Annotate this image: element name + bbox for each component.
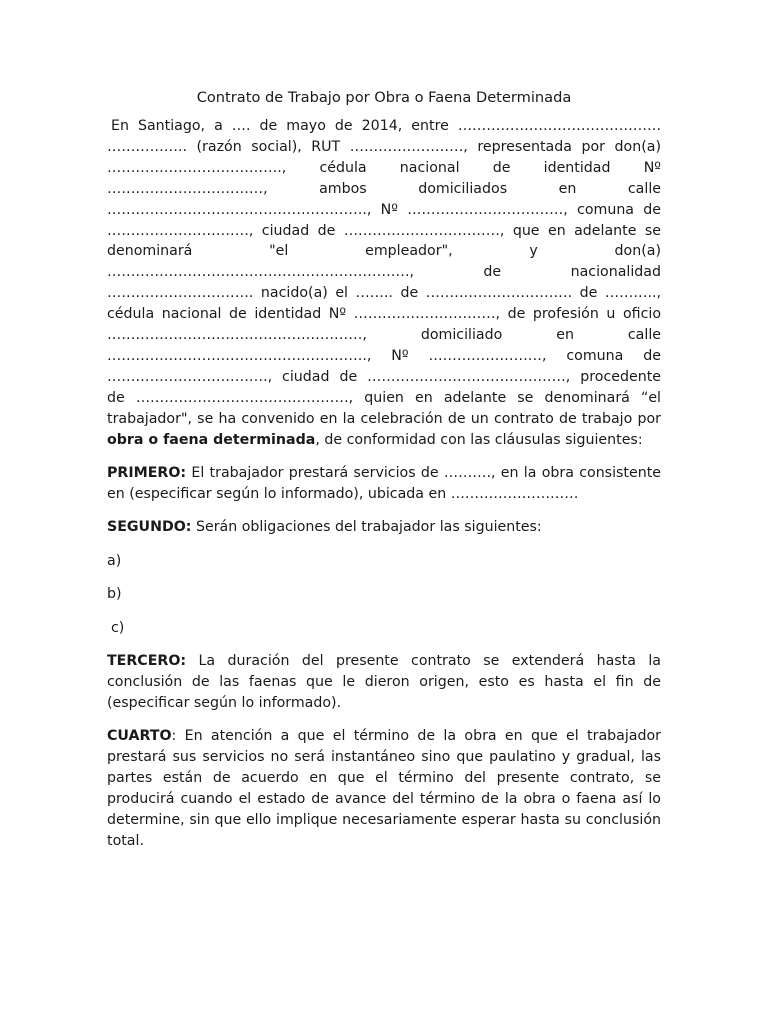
clause-primero-text: El trabajador prestará servicios de ………., en la obra consistente en (especificar según lo informado), ubicada en ……………………… [107, 465, 661, 502]
intro-text: En Santiago, a …. de mayo de 2014, entre ……………………………………. …………….. (razón social), RUT ……………………, representada por don(a) ………………………………., cédula nacional de identidad Nº ……………………………, ambos domiciliados en calle ………………………………………………., Nº ……………………………, comuna de …………………………, ciudad de ……………………………, que en adelante se denominará "el empleador", y don(a) ………………………………………………………., de nacionalidad …………………………. nacido(a) el …….. de …………………………. de ……….., cédula nacional de identidad Nº …………………………, de profesión u oficio ………………………………………………, domiciliado en calle ………………………………………………., Nº ……………………, comuna de ……………………………., ciudad de ……………………………………, procedente de ………………………………………, quien en adelante se denominará “el trabajador", se ha convenido en la celebración de un contrato de trabajo por [107, 118, 661, 427]
list-item-c: c) [111, 619, 125, 636]
list-item-b: b) [107, 586, 122, 603]
list-item-a: a) [107, 552, 122, 569]
intro-closing-text: , de conformidad con las cláusulas siguientes: [315, 431, 643, 448]
clause-tercero-label: TERCERO: [107, 653, 187, 670]
intro-paragraph [107, 116, 661, 451]
clause-cuarto-label: CUARTO [107, 728, 172, 745]
clause-primero [107, 463, 661, 505]
intro-bold-text: obra o faena determinada [107, 431, 316, 448]
clause-tercero-text: La duración del presente contrato se extenderá hasta la conclusión de las faenas que le dieron origen, esto es hasta el fin de (especificar según lo informado). [107, 653, 661, 712]
contract-document [107, 88, 661, 864]
clause-segundo [107, 517, 661, 538]
clause-cuarto-text: : En atención a que el término de la obra en que el trabajador prestará sus servicios no será instantáneo sino que paulatino y gradual, las partes están de acuerdo en que el término del presente contrato, se producirá cuando el estado de avance del término de la obra o faena así lo determine, sin que ello implique necesariamente esperar hasta su conclusión total. [107, 728, 661, 849]
clause-tercero [107, 651, 661, 714]
clause-cuarto [107, 726, 661, 851]
clause-segundo-text: Serán obligaciones del trabajador las siguientes: [191, 519, 542, 536]
clause-primero-label: PRIMERO: [107, 465, 187, 481]
document-title: Contrato de Trabajo por Obra o Faena Determinada [196, 89, 572, 106]
clause-segundo-label: SEGUNDO: [107, 519, 192, 536]
